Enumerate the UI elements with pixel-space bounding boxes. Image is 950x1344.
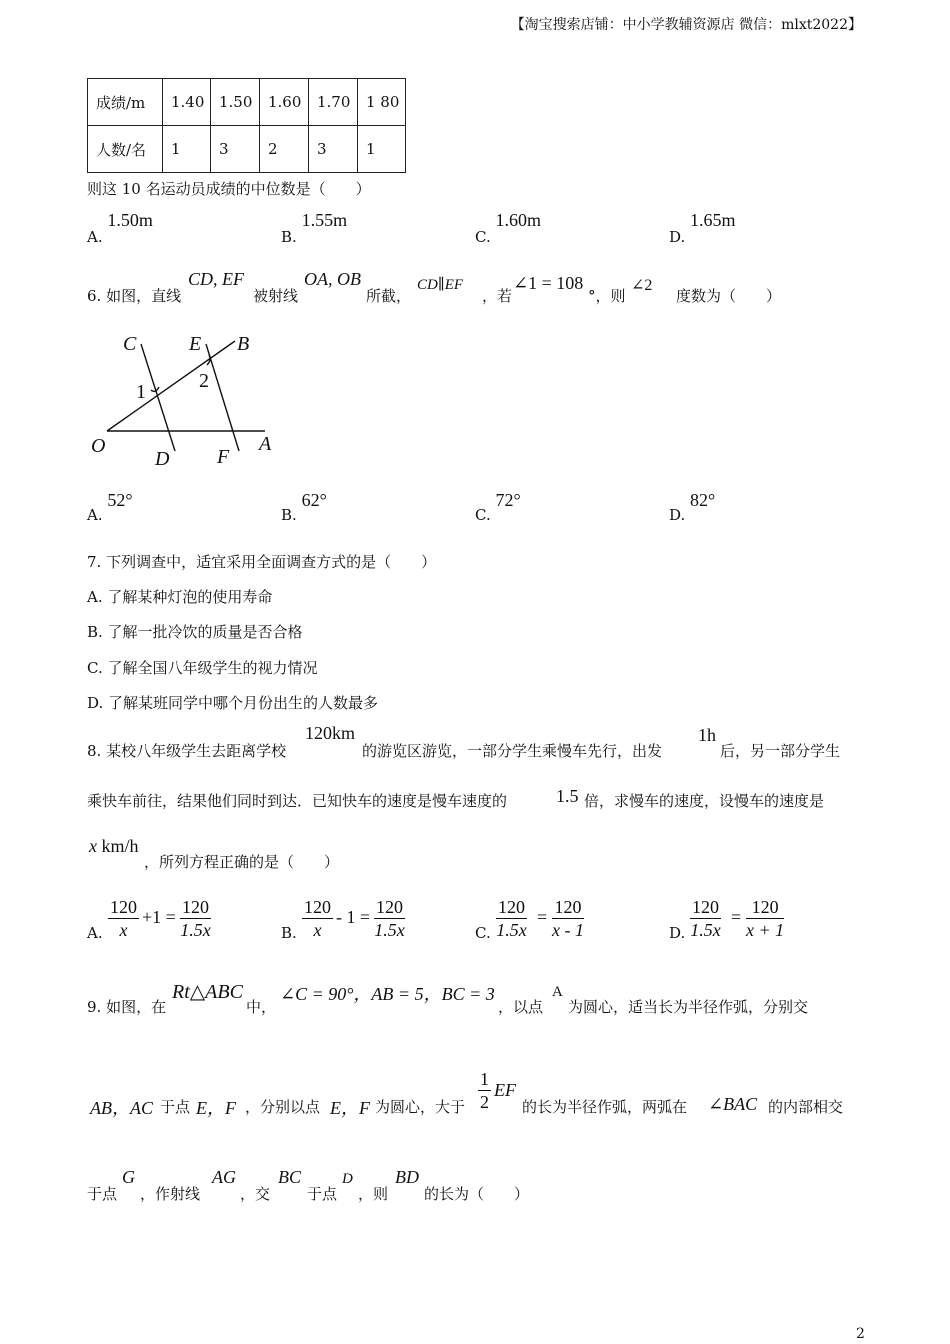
q8-option-c-frac2 [552,896,584,941]
label-f: F [217,446,230,468]
q6-stem-text: 所截， [366,287,412,305]
table-cell: 成绩/m [88,79,163,126]
table-row [88,79,406,126]
q9-stem-text: 为圆心，适当长为半径作弧，分别交 [568,998,809,1016]
option-value: 52° [107,490,133,510]
q9-math: G [122,1167,135,1187]
q8-stem-text: 8. 某校八年级学生去距离学校 [87,742,287,760]
q8-option-d-frac1 [690,896,721,941]
q8-option-d-op: = [731,907,742,927]
q8-stem-text: 的游览区游览，一部分学生乘慢车先行，出发 [362,742,663,760]
option-letter: B. [281,228,297,246]
q8-option-c-frac1 [496,896,527,941]
option-value: 1.60m [495,210,542,230]
numerator: 120 [376,897,403,917]
denominator: 1.5x [180,920,211,940]
q8-option-b-frac2 [374,896,405,941]
option-letter: C. [475,228,491,246]
q9-half-frac [478,1068,491,1113]
q6-stem-text: 被射线 [253,287,299,305]
q9-math-triangle: Rt△ABC [172,981,243,1003]
q8-option-a-frac2 [180,896,211,941]
label-c: C [123,333,137,355]
q5-stem: 则这 10 名运动员成绩的中位数是（ ） [87,180,371,198]
q5-option-a [87,210,153,246]
q8-stem-line3: ，所列方程正确的是（ ） [144,853,340,871]
table-cell: 1.70 [309,79,358,126]
q8-option-a-op: +1 = [142,907,176,927]
denominator: x [313,920,322,940]
q9-math-given: ∠C = 90°，AB = 5，BC = 3 [280,984,495,1004]
numerator: 120 [552,896,584,919]
label-angle-2: 2 [199,370,209,392]
page-number: 2 [856,1326,865,1342]
table-cell: 2 [260,126,309,173]
q8-math-speed [89,836,139,857]
q8-option-b-frac1 [302,896,333,941]
q6-stem-text: 6. 如图，直线 [87,287,182,305]
q7-option-d: D. 了解某班同学中哪个月份出生的人数最多 [87,694,379,712]
q6-option-c [475,490,521,524]
table-cell: 人数/名 [88,126,163,173]
q6-math-angle1: ∠1 = 108 [513,273,584,293]
q7-option-b: B. 了解一批冷饮的质量是否合格 [87,623,303,641]
q5-option-c [475,210,542,246]
q8-option-a-letter: A. [87,924,103,942]
numerator: 120 [182,897,209,917]
numerator: 120 [692,897,719,917]
q9-stem-text: 的长为（ ） [424,1185,530,1203]
q9-stem-text: 于点 [87,1185,118,1203]
q6-option-d [669,490,716,524]
q9-stem-text: ，分别以点 [245,1098,321,1116]
q9-stem-text: 9. 如图，在 [87,998,167,1016]
q9-math: E，F [196,1098,236,1118]
option-letter: D. [669,506,686,524]
label-a: A [259,433,272,455]
q8-option-a-frac1 [108,896,139,941]
denominator: 2 [480,1092,489,1112]
unit: km/h [97,836,139,856]
q8-option-c-letter: C. [475,924,491,942]
q6-stem-text: ，若 [482,287,513,305]
q8-option-b-letter: B. [281,924,297,942]
denominator: 1.5x [374,920,405,940]
q9-math: AG [212,1167,236,1187]
q9-stem-text: 为圆心，大于 [375,1098,466,1116]
q8-math-distance: 120km [305,723,356,743]
score-table [87,78,406,173]
option-value: 72° [495,490,521,510]
option-value: 1.65m [690,210,736,230]
table-cell: 3 [211,126,260,173]
table-row [88,126,406,173]
option-letter: D. [669,228,686,246]
q9-math: BD [395,1167,419,1187]
q7-option-a: A. 了解某种灯泡的使用寿命 [87,588,273,606]
q9-stem-text: 于点 [160,1098,191,1116]
label-angle-1: 1 [136,381,146,403]
q8-math-time: 1h [698,725,716,745]
numerator: 120 [498,897,525,917]
denominator: 1.5x [690,920,721,940]
q8-option-b-op: - 1 = [336,907,371,927]
q5-option-b [281,210,348,246]
table-cell: 1 [163,126,211,173]
q8-option-d-letter: D. [669,924,686,942]
var-x: x [89,836,97,856]
q6-stem-text: °，则 [588,287,626,305]
q9-stem-text: 的长为半径作弧，两弧在 [522,1098,688,1116]
table-cell: 1.50 [211,79,260,126]
table-cell: 1.60 [260,79,309,126]
page-header: 【淘宝搜索店铺：中小学教辅资源店 微信：mlxt2022】 [510,17,862,33]
numerator: 120 [304,897,331,917]
option-value: 1.55m [301,210,348,230]
q9-stem-text: ，交 [240,1185,271,1203]
table-cell: 1 [358,126,406,173]
q9-stem-text: ，则 [358,1185,389,1203]
q6-figure [85,330,285,470]
q8-option-c-op: = [537,907,548,927]
denominator: 1.5x [496,920,527,940]
q9-math: ∠BAC [708,1094,758,1114]
q9-math: EF [494,1080,516,1100]
label-b: B [237,333,250,355]
q9-math: D [342,1171,353,1187]
option-letter: C. [475,506,491,524]
label-e: E [189,333,202,355]
table-cell: 3 [309,126,358,173]
q8-stem-text: 后，另一部分学生 [720,742,841,760]
numerator: 120 [110,897,137,917]
label-o: O [91,435,106,457]
q6-stem-text: 度数为（ ） [676,287,782,305]
option-letter: A. [87,506,103,524]
q6-option-a [87,490,133,524]
option-letter: A. [87,228,103,246]
denominator: x [119,920,128,940]
q7-option-c: C. 了解全国八年级学生的视力情况 [87,659,318,677]
q9-math: AB，AC [90,1098,153,1118]
table-cell: 1 80 [358,79,406,126]
q9-stem-text: 于点 [307,1185,338,1203]
option-value: 62° [301,490,327,510]
denominator: x + 1 [746,920,785,940]
q5-option-d [669,210,736,246]
q6-math-lines: CD, EF [188,269,244,289]
q9-math: BC [278,1167,302,1187]
numerator: 1 [480,1069,489,1089]
q7-stem: 7. 下列调查中，适宜采用全面调查方式的是（ ） [87,553,437,571]
q9-math: E，F [330,1098,370,1118]
table-cell: 1.40 [163,79,211,126]
option-value: 82° [690,490,716,510]
q6-option-b [281,490,327,524]
q6-math-parallel: CD∥EF [417,277,464,293]
q8-math-ratio: 1.5 [556,786,579,806]
q6-math-angle2: ∠2 [631,277,653,294]
q9-stem-text: ，作射线 [140,1185,201,1203]
q9-stem-text: 中， [246,998,277,1016]
numerator: 120 [746,896,784,919]
q9-stem-text: ，以点 [498,998,544,1016]
q6-math-rays: OA, OB [304,269,361,289]
q8-stem-line2: 倍，求慢车的速度，设慢车的速度是 [584,792,825,810]
denominator: x - 1 [552,920,584,940]
q8-stem-line2: 乘快车前往，结果他们同时到达．已知快车的速度是慢车速度的 [87,792,508,810]
q8-option-d-frac2 [746,896,784,941]
option-letter: B. [281,506,297,524]
q9-stem-text: 的内部相交 [768,1098,844,1116]
option-value: 1.50m [107,210,153,230]
q9-math-point-a: A [552,984,563,1000]
label-d: D [155,448,170,470]
